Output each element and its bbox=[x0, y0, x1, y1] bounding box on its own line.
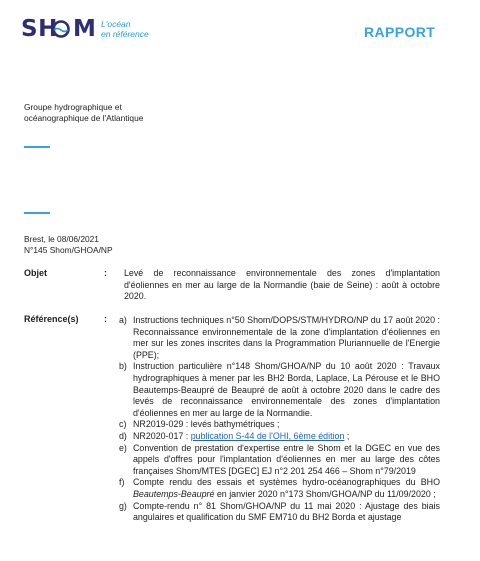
reference-text: Compte-rendu n° 81 Shom/GHOA/NP du 11 mai 2020 : Ajustage des biais angulaires et qualification du SMF EM710 du BH2 Borda et ajustage bbox=[133, 500, 440, 523]
reference-text: Instruction particulière n°148 Shom/GHOA/NP du 10 août 2020 : Travaux hydrographiques à mener par les BH2 Borda, Laplace, La Pérouse et le BHO Beautemps-Beaupré de Beaupré de août à octobre 2020 dans le cadre des levés de reconnaissance environnementale des zones d'implantation d'éoliennes en mer au large de la Normandie. bbox=[133, 361, 440, 418]
ship-name: Beautemps-Beaupré bbox=[133, 488, 215, 499]
logo-text-right: M bbox=[73, 16, 97, 42]
date-block bbox=[24, 234, 113, 255]
references-label: Référence(s) bbox=[24, 314, 79, 324]
logo-text-left: SH bbox=[21, 16, 58, 42]
reference-letter: e) bbox=[119, 442, 127, 453]
references-colon: : bbox=[104, 314, 107, 324]
reference-letter: f) bbox=[119, 477, 125, 488]
objet-text: Levé de reconnaissance environnementale des zones d'implantation d'éoliennes en mer au large de la Normandie (baie de Seine) : août à octobre 2020. bbox=[124, 268, 440, 302]
reference-suffix: en janvier 2020 n°173 Shom/GHOA/NP du 11/09/2020 ; bbox=[214, 488, 436, 499]
reference-item-a bbox=[119, 315, 440, 361]
reference-text: NR2019-029 : levés bathymétriques ; bbox=[133, 419, 280, 430]
reference-letter: b) bbox=[119, 361, 127, 372]
sender-line-2: océanographique de l'Atlantique bbox=[24, 112, 144, 123]
objet-colon: : bbox=[104, 268, 107, 278]
document-type: RAPPORT bbox=[364, 24, 436, 40]
reference-item-b bbox=[119, 361, 440, 419]
place-date: Brest, le 08/06/2021 bbox=[24, 234, 99, 244]
tagline-line-1: L'océan bbox=[101, 19, 131, 29]
logo-tagline bbox=[101, 19, 149, 39]
reference-letter: d) bbox=[119, 430, 127, 441]
reference-text: Instructions techniques n°50 Shom/DOPS/STM/HYDRO/NP du 17 août 2020 : Reconnaissance environnementale de la zone d'implantation d'éoliennes en mer sur les zones inscrites dans la Programmation Pluriannuelle de l'Energie (PPE); bbox=[133, 315, 440, 360]
sender-line-1: Groupe hydrographique et bbox=[24, 102, 122, 112]
reference-item-d bbox=[119, 431, 440, 443]
tagline-line-2: en référence bbox=[101, 29, 149, 39]
logo-wave-o-icon bbox=[52, 20, 70, 38]
sender-block bbox=[24, 102, 143, 123]
reference-text: Convention de prestation d'expertise entre le Shom et la DGEC en vue des appels d'offres pour l'implantation d'éoliennes en mer au large des côtes françaises Shom/MTES [DGEC] EJ n°2 201 254 466 – Shom n°79/2019 bbox=[133, 442, 440, 476]
objet-label: Objet bbox=[24, 268, 48, 278]
references-list bbox=[119, 315, 440, 524]
reference-letter: g) bbox=[119, 500, 127, 511]
reference-item-e bbox=[119, 443, 440, 478]
reference-suffix: ; bbox=[344, 430, 350, 441]
reference-item-c bbox=[119, 419, 440, 431]
divider-rule-1 bbox=[24, 146, 50, 148]
divider-rule-2 bbox=[24, 212, 50, 214]
reference-prefix: Compte rendu des essais et systèmes hydro-océanographiques du BHO bbox=[133, 477, 440, 488]
reference-item-f bbox=[119, 477, 440, 500]
reference-item-g bbox=[119, 501, 440, 524]
reference-number: N°145 Shom/GHOA/NP bbox=[24, 244, 113, 255]
reference-prefix: NR2020-017 : bbox=[133, 430, 191, 441]
s44-publication-link[interactable]: publication S-44 de l'OHI, 6ème édition bbox=[190, 430, 345, 441]
reference-letter: a) bbox=[119, 315, 127, 325]
reference-letter: c) bbox=[119, 419, 127, 430]
